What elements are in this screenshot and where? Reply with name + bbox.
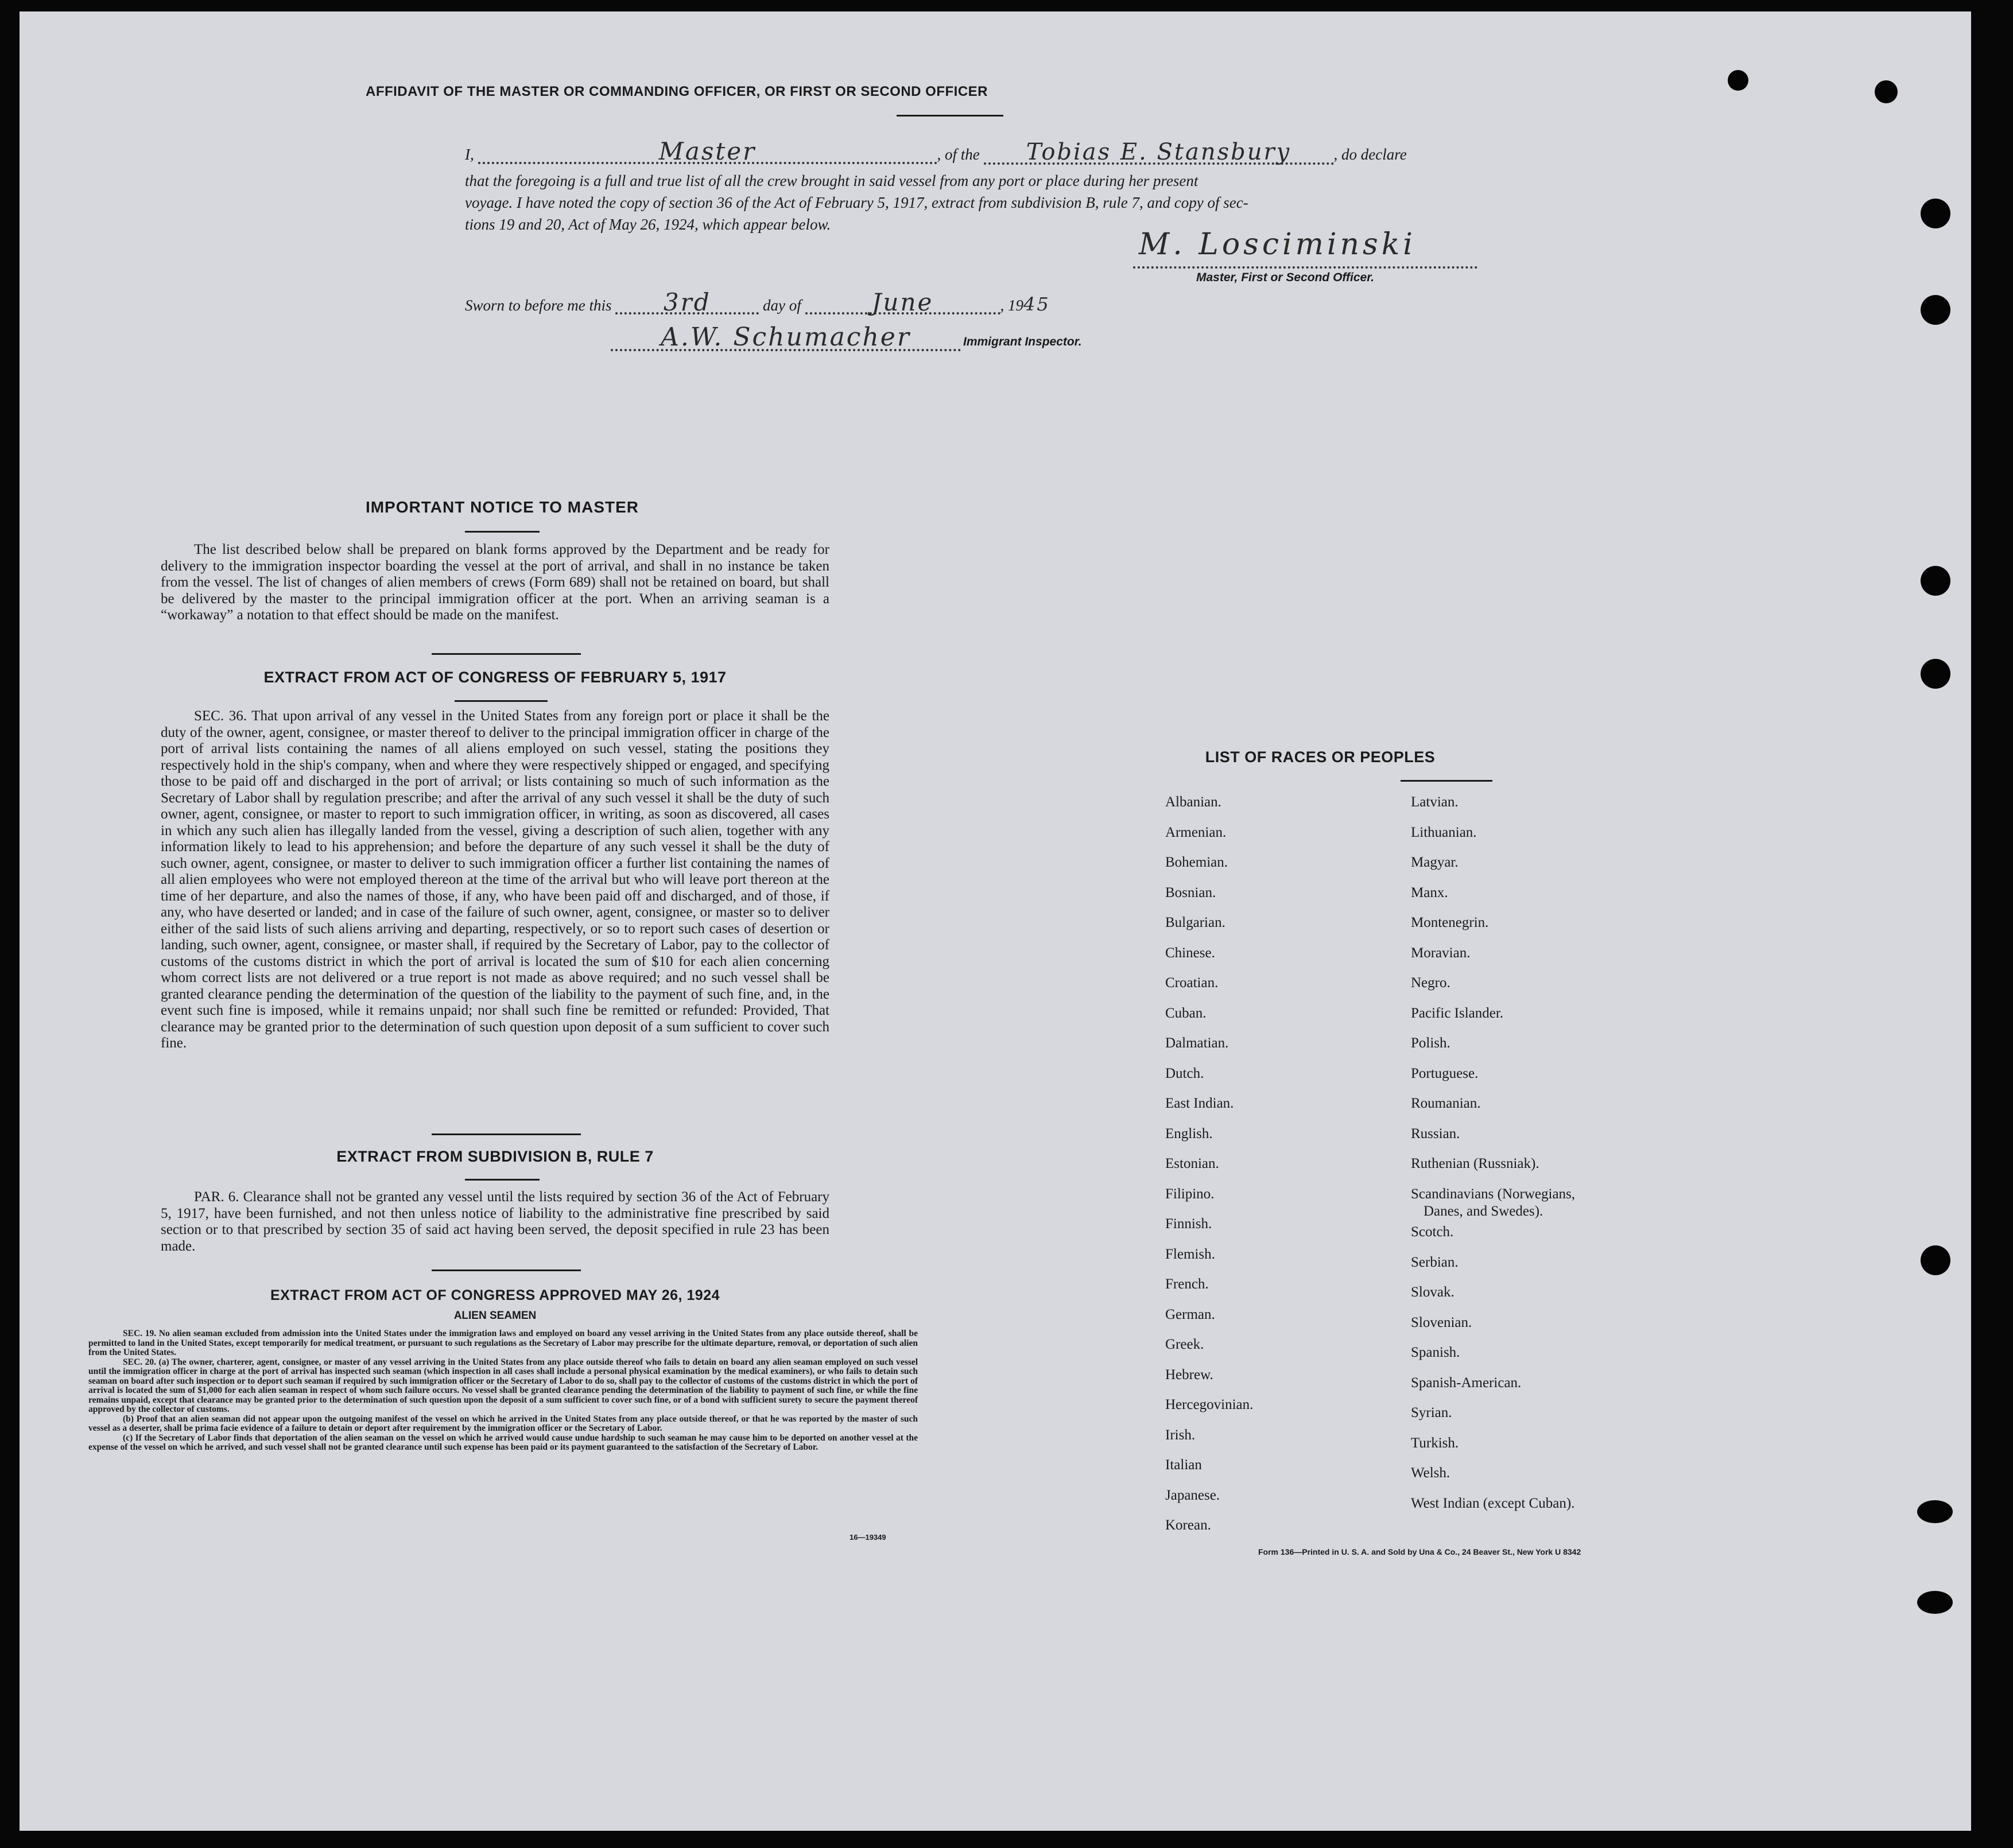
race-item: Spanish-American. [1411, 1375, 1522, 1391]
race-item: Latvian. [1411, 794, 1459, 810]
race-item: Scandinavians (Norwegians, [1411, 1186, 1576, 1202]
race-item: Magyar. [1411, 855, 1459, 870]
race-item: Turkish. [1411, 1435, 1459, 1451]
race-item: Cuban. [1165, 1005, 1207, 1021]
race-item: Spanish. [1411, 1345, 1460, 1360]
race-item: Irish. [1165, 1427, 1196, 1443]
master-signature: M. Losciminski [1139, 227, 1416, 262]
paragraph-6-text: PAR. 6. Clearance shall not be granted any vessel until the lists required by section 36 of the Act of February 5, 1917, have been furnished, and not then unless notice of liability to the administrative fine prescribed by said section or to that prescribed by section 35 of said act having been served, the deposit specified in rule 23 has been made. [161, 1189, 829, 1254]
race-item: Croatian. [1165, 975, 1219, 991]
race-item: English. [1165, 1125, 1213, 1142]
section-20c-text: (c) If the Secretary of Labor finds that deportation of the alien seaman on the vessel on which he arrived would cause undue hardship to such seaman he may cause him to be deported on another vessel at the expense of the vessel on which he arrived, and such vessel shall not be granted clearance until such expense has been paid or its payment guaranteed to the satisfaction of the Secretary of Labor. [88, 1432, 918, 1452]
race-item: Filipino. [1165, 1186, 1215, 1202]
race-item: Bosnian. [1165, 884, 1216, 900]
extract-1917-end-rule [432, 1133, 581, 1135]
punch-hole [1921, 659, 1950, 689]
punch-hole [1921, 566, 1950, 596]
races-rule [1401, 780, 1492, 782]
races-title: LIST OF RACES OR PEOPLES [1205, 748, 1436, 766]
punch-hole [1917, 1591, 1953, 1614]
race-item: Korean. [1165, 1517, 1211, 1533]
affidavit-line-1: I, Master , of the Tobias E. Stansbury , do declare [465, 137, 1407, 165]
sworn-day-field [615, 288, 759, 316]
race-item: Dutch. [1165, 1065, 1204, 1081]
race-item: Hercegovinian. [1165, 1397, 1254, 1412]
sworn-month-field [805, 288, 1000, 316]
race-item: Greek. [1165, 1337, 1204, 1352]
affidavit-line-4: tions 19 and 20, Act of May 26, 1924, which appear below. [465, 216, 831, 233]
race-item: Italian [1165, 1457, 1202, 1473]
race-item: Danes, and Swedes). [1424, 1203, 1543, 1219]
race-item: Welsh. [1411, 1465, 1450, 1481]
document-page [20, 11, 1971, 1831]
race-item: Slovenian. [1411, 1314, 1472, 1330]
of-the-label: of the [945, 146, 980, 163]
race-item: Moravian. [1411, 945, 1471, 961]
title-rule [897, 115, 1003, 117]
year-handwritten: 45 [1023, 293, 1050, 315]
officer-field [478, 137, 937, 165]
do-declare-label: do declare [1341, 146, 1407, 163]
race-item: Roumanian. [1411, 1096, 1481, 1111]
sworn-day-handwritten: 3rd [663, 288, 711, 316]
section-20b-text: (b) Proof that an alien seaman did not appear upon the outgoing manifest of the vessel on which he arrived in the United States from any place outside thereof, or that he was reported by the master of such vessel as a deserter, shall be prima facie evidence of a failure to detain or deport after requirement by the immigration officer or the Secretary of Labor. [88, 1414, 918, 1433]
section-19 [88, 1329, 918, 1358]
race-item: Albanian. [1165, 794, 1221, 810]
race-item: Syrian. [1411, 1405, 1452, 1420]
punch-hole [1917, 1500, 1953, 1523]
race-item: Portuguese. [1411, 1065, 1479, 1081]
inspector-field [611, 323, 961, 352]
extract-rule7-end-rule [432, 1269, 581, 1271]
section-36-text: SEC. 36. That upon arrival of any vessel in the United States from any foreign port or place it shall be the duty of the owner, agent, consignee, or master thereof to deliver to the principal immigration officer in charge of the port of arrival lists containing the names of all aliens employed on such vessel, stating the positions they respectively hold in the ship's company, when and where they were respectively shipped or engaged, and specifying those to be paid off and discharged in the port of arrival; or lists containing so much of such information as the Secretary of Labor shall by regulation prescribe; and after the arrival of any such vessel it shall be the duty of such owner, agent, consignee, or master to report to such immigration officer, in writing, as soon as discovered, all cases in which any such alien has illegally landed from the vessel, giving a description of such alien, together with any information likely to lead to his apprehension; and before the departure of any such vessel it shall be the duty of such owner, agent, consignee, or master to deliver to such immigration officer a further list containing the names of all alien employees who were not employed thereon at the time of the arrival but who will leave port thereon at the time of her departure, and also the names of those, if any, who have been paid off and discharged, and of those, if any, who have deserted or landed; and in case of the failure of such owner, agent, consignee, or master so to deliver either of the said lists of such aliens arriving and departing, respectively, or so to report such cases of desertion or landing, such owner, agent, consignee, or master shall, if required by the Secretary of Labor, pay to the collector of customs of the customs district in which the port of arrival is located the sum of $10 for each alien concerning whom correct lists are not delivered or a true report is not made as above required; and no such vessel shall be granted clearance pending the determination of the question of the liability to the payment of such fine, and, in the event such fine is imposed, while it remains unpaid; nor shall such fine be remitted or refunded: Provided, That clearance may be granted prior to the determination of such question upon deposit of a sum sufficient to cover such fine. [161, 708, 829, 1051]
alien-seamen-subtitle: ALIEN SEAMEN [453, 1310, 537, 1322]
notice-body [161, 542, 829, 624]
race-item: Montenegrin. [1411, 915, 1489, 930]
signature-caption: Master, First or Second Officer. [1196, 271, 1375, 284]
extract-rule7-rule [465, 1179, 540, 1181]
margin-dot [1875, 80, 1898, 103]
race-item: Manx. [1411, 884, 1448, 900]
section-19-text: SEC. 19. No alien seaman excluded from admission into the United States under the immigration laws and employed on board any vessel arriving in the United States from any place outside thereof, shall be permitted to land in the United States, except temporarily for medical treatment, or pursuant to such regulations as the Secretary of Labor may prescribe for the ultimate departure, removal, or deportation of such alien from the United States. [88, 1329, 918, 1357]
race-item: Serbian. [1411, 1254, 1459, 1270]
race-item: Estonian. [1165, 1156, 1219, 1171]
signature-line [1133, 266, 1477, 269]
race-item: Ruthenian (Russniak). [1411, 1156, 1539, 1171]
race-item: Chinese. [1165, 945, 1215, 961]
race-item: Japanese. [1165, 1487, 1220, 1503]
notice-end-rule [432, 653, 581, 655]
extract-1924-body [88, 1329, 918, 1453]
inspector-handwritten: A.W. Schumacher [661, 323, 911, 352]
year-prefix: , 19 [1000, 297, 1023, 314]
vessel-handwritten: Tobias E. Stansbury [1026, 139, 1291, 165]
section-20a-text: SEC. 20. (a) The owner, charterer, agent, consignee, or master of any vessel arriving in the United States from any place outside thereof who fails to detain on board any alien seaman employed on such vessel until the immigration officer in charge at the port of arrival has inspected such seaman (which inspection in all cases shall include a personal physical examination by the medical examiners), or who fails to detain such seaman on board after such inspection or to deport such seaman if required by such immigration officer or the Secretary of Labor to do so, shall pay to the collector of customs of the customs district in which the port of arrival is located the sum of $1,000 for each alien seaman in respect of whom such failure occurs. No vessel shall be granted clearance pending the determination of the liability to payment of such fine, or while the fine remains unpaid, except that clearance may be granted prior to the determination of such question upon the deposit of a sum sufficient to cover such fine, or of a bond with sufficient surety to secure the payment thereof approved by the collector of customs. [88, 1357, 918, 1414]
extract-1917-title: EXTRACT FROM ACT OF CONGRESS OF FEBRUARY 5, 1917 [263, 669, 727, 686]
race-item: Negro. [1411, 975, 1450, 991]
race-item: Lithuanian. [1411, 824, 1477, 840]
form-code: 16—19349 [850, 1533, 886, 1542]
race-item: Scotch. [1411, 1224, 1454, 1240]
punch-hole [1921, 1245, 1950, 1275]
section-20a [88, 1358, 918, 1415]
section-20b [88, 1415, 918, 1434]
sworn-label: Sworn to before me this [465, 297, 612, 314]
officer-handwritten: Master [658, 137, 757, 165]
inspector-line [611, 323, 1082, 352]
race-item: Hebrew. [1165, 1366, 1213, 1383]
race-item: Bulgarian. [1165, 915, 1225, 930]
extract-1917-body [161, 708, 829, 1052]
affidavit-i-label: I, [465, 146, 474, 163]
race-item: Flemish. [1165, 1246, 1215, 1262]
race-item: Polish. [1411, 1035, 1450, 1051]
margin-dot [1728, 70, 1748, 91]
printer-footer: Form 136—Printed in U. S. A. and Sold by Una & Co., 24 Beaver St., New York U 8342 [1258, 1547, 1581, 1556]
sworn-month-handwritten: June [871, 288, 934, 316]
affidavit-line-2: that the foregoing is a full and true list of all the crew brought in said vessel from any port or place during her present [465, 172, 1199, 189]
affidavit-title: AFFIDAVIT OF THE MASTER OR COMMANDING OFFICER, OR FIRST OR SECOND OFFICER [365, 84, 988, 99]
race-item: Russian. [1411, 1125, 1460, 1142]
race-item: Dalmatian. [1165, 1035, 1229, 1051]
notice-text: The list described below shall be prepared on blank forms approved by the Department and be ready for delivery to the immigration inspector boarding the vessel at the port of arrival, and shall in no instance be taken from the vessel. The list of changes of alien members of crews (Form 689) shall not be retained on board, but shall be delivered by the master to the principal immigration officer at the port. When an arriving seaman is a “workaway” a notation to that effect should be made on the manifest. [161, 542, 829, 623]
punch-hole [1921, 199, 1950, 228]
sworn-line [465, 288, 1050, 316]
extract-rule7-title: EXTRACT FROM SUBDIVISION B, RULE 7 [336, 1148, 654, 1165]
inspector-caption: Immigrant Inspector. [963, 335, 1082, 348]
extract-rule7-body [161, 1189, 829, 1255]
affidavit-line-3: voyage. I have noted the copy of section 36 of the Act of February 5, 1917, extract from subdivision B, rule 7, and copy of sec- [465, 194, 1248, 211]
race-item: French. [1165, 1276, 1209, 1292]
race-item: Pacific Islander. [1411, 1005, 1504, 1021]
extract-1917-rule [455, 700, 548, 702]
day-of-label: day of [763, 297, 801, 314]
extract-1924-title: EXTRACT FROM ACT OF CONGRESS APPROVED MAY 26, 1924 [270, 1287, 720, 1303]
race-item: Armenian. [1165, 824, 1227, 840]
race-item: West Indian (except Cuban). [1411, 1495, 1575, 1511]
punch-hole [1921, 295, 1950, 325]
race-item: Finnish. [1165, 1216, 1212, 1232]
race-item: East Indian. [1165, 1096, 1234, 1111]
race-item: Slovak. [1411, 1284, 1455, 1300]
vessel-field [984, 139, 1334, 165]
notice-title: IMPORTANT NOTICE TO MASTER [365, 498, 639, 516]
race-item: Bohemian. [1165, 855, 1228, 870]
notice-rule [465, 531, 540, 533]
race-item: German. [1165, 1306, 1215, 1322]
section-20c [88, 1434, 918, 1453]
